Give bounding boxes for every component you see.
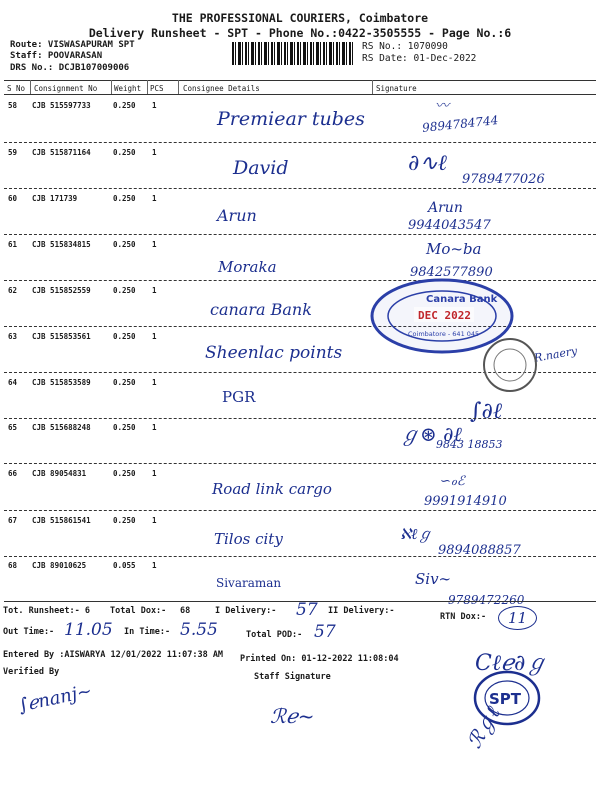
total-dox-label: Total Dox:-	[110, 606, 167, 616]
row-sno: 64	[8, 378, 18, 387]
col-pcs: PCS	[150, 84, 164, 93]
row-pcs: 1	[152, 516, 157, 525]
row-consignment: CJB 515688248	[32, 423, 91, 432]
route-text: Route: VISWASAPURAM SPT	[10, 40, 135, 50]
company-title: THE PROFESSIONAL COURIERS, Coimbatore	[171, 11, 429, 25]
row-consignment: CJB 515853561	[32, 332, 91, 341]
row-consignee: Sheenlac points	[205, 343, 343, 363]
col-weight: Weight	[114, 84, 142, 93]
signature-scrawl: ℊ⊛ ∂ℓ	[400, 422, 462, 446]
row-consignee: canara Bank	[210, 300, 312, 319]
row-sig-note: 9789477026	[462, 172, 545, 187]
staff-signature-label: Staff Signature	[254, 672, 331, 682]
row-consignee: Premiear tubes	[217, 108, 365, 130]
row-pcs: 1	[152, 561, 157, 570]
row-weight: 0.250	[113, 378, 136, 387]
row-pcs: 1	[152, 240, 157, 249]
rs-number: RS No.: 1070090	[362, 41, 448, 52]
row-pcs: 1	[152, 469, 157, 478]
row-consignee: Road link cargo	[212, 480, 332, 498]
row-weight: 0.250	[113, 516, 136, 525]
row-consignment: CJB 515834815	[32, 240, 91, 249]
small-round-stamp-icon	[481, 336, 539, 394]
row-pcs: 1	[152, 148, 157, 157]
verified-by-label: Verified By	[3, 667, 60, 677]
row-pcs: 1	[152, 286, 157, 295]
vertical-signature-scrawl: ℛℊℓ	[461, 702, 505, 753]
rtn-dox-label: RTN Dox:-	[440, 612, 487, 622]
row-consignee: PGR	[222, 388, 256, 406]
row-sig-note: R.naery	[533, 344, 579, 365]
row-weight: 0.055	[113, 561, 136, 570]
row-weight: 0.250	[113, 194, 136, 203]
signature-scrawl: ℵℓℊ	[400, 525, 433, 543]
signature-scrawl: ∂∿ℓ	[408, 151, 447, 176]
row-sno: 59	[8, 148, 18, 157]
row-sig-note: 9843 18853	[436, 438, 503, 451]
row-weight: 0.250	[113, 148, 136, 157]
row-sno: 68	[8, 561, 18, 570]
rtn-dox-value: 11	[498, 606, 537, 630]
col-consignee: Consignee Details	[183, 84, 260, 93]
row-sno: 66	[8, 469, 18, 478]
row-sig-note: 9894088857	[438, 543, 521, 558]
signature-scrawl: 〰	[435, 98, 449, 114]
entered-by: Entered By :AISWARYA 12/01/2022 11:07:38 AM	[3, 650, 224, 660]
row-consignment: CJB 515852559	[32, 286, 91, 295]
row-sno: 65	[8, 423, 18, 432]
row-sig-note: 9944043547	[408, 218, 491, 233]
printed-on: Printed On: 01-12-2022 11:08:04	[240, 654, 399, 664]
row-pcs: 1	[152, 423, 157, 432]
row-weight: 0.250	[113, 286, 136, 295]
verifier-signature: ∫ℯnanj~	[16, 680, 94, 717]
signature-scrawl: ∽ℴℰ	[440, 474, 465, 489]
row-consignment: CJB 171739	[32, 194, 78, 203]
delivery2-label: II Delivery:-	[328, 606, 395, 616]
row-sno: 62	[8, 286, 18, 295]
signature-scrawl: Mo~ba	[426, 240, 482, 258]
row-sig-note: 9842577890	[410, 265, 493, 280]
col-signature: Signature	[376, 84, 417, 93]
row-sig-note: 9894784744	[421, 113, 499, 135]
row-sno: 67	[8, 516, 18, 525]
staff-signature-scrawl: ℛℯ~	[270, 704, 315, 728]
row-pcs: 1	[152, 101, 157, 110]
row-consignee: Moraka	[218, 258, 277, 276]
row-weight: 0.250	[113, 101, 136, 110]
row-sig-note: 9789472260	[448, 593, 525, 607]
total-pod-label: Total POD:-	[246, 630, 303, 640]
row-consignment: CJB 515597733	[32, 101, 91, 110]
stamp-date: DEC 2022	[418, 309, 471, 322]
delivery1-value: 57	[296, 600, 318, 620]
row-sno: 63	[8, 332, 18, 341]
row-consignee: Arun	[217, 206, 257, 225]
row-consignee: Tilos city	[214, 530, 283, 548]
row-weight: 0.250	[113, 469, 136, 478]
table-top-rule	[4, 80, 596, 81]
stamp-city: Coimbatore - 641 045	[408, 330, 480, 338]
total-runsheet: Tot. Runsheet:- 6	[3, 606, 90, 616]
staff-text: Staff: POOVARASAN	[10, 51, 103, 61]
row-consignee: Sivaraman	[216, 576, 282, 590]
runsheet-subtitle: Delivery Runsheet - SPT - Phone No.:0422-3505555 - Page No.:6	[88, 26, 512, 40]
row-sno: 58	[8, 101, 18, 110]
stamp-bank-name: Canara Bank	[426, 294, 498, 305]
row-sno: 61	[8, 240, 18, 249]
row-pcs: 1	[152, 194, 157, 203]
row-pcs: 1	[152, 378, 157, 387]
in-time-value: 5.55	[180, 620, 218, 640]
out-time-value: 11.05	[64, 620, 113, 640]
row-consignment: CJB 515871164	[32, 148, 91, 157]
out-time-label: Out Time:-	[3, 627, 55, 637]
row-consignment: CJB 89010625	[32, 561, 87, 570]
row-consignment: CJB 515853589	[32, 378, 91, 387]
spt-stamp-text: SPT	[489, 690, 522, 708]
in-time-label: In Time:-	[124, 627, 171, 637]
row-consignee: David	[233, 157, 289, 179]
row-weight: 0.250	[113, 240, 136, 249]
row-consignment: CJB 89054831	[32, 469, 87, 478]
col-sno: S No	[7, 84, 26, 93]
row-sig-note: 9991914910	[424, 494, 507, 509]
row-pcs: 1	[152, 332, 157, 341]
signature-scrawl: Siv∼	[415, 570, 452, 588]
rs-date: RS Date: 01-Dec-2022	[362, 53, 477, 64]
drs-number: DRS No.: DCJB107009006	[10, 63, 130, 73]
table-header-rule	[4, 94, 596, 95]
barcode	[232, 42, 354, 65]
row-weight: 0.250	[113, 423, 136, 432]
total-pod-value: 57	[314, 622, 336, 642]
row-weight: 0.250	[113, 332, 136, 341]
signature-scrawl: ∫∂ℓ	[470, 399, 503, 424]
total-dox-value: 68	[180, 606, 191, 616]
delivery1-label: I Delivery:-	[215, 606, 277, 616]
row-consignment: CJB 515861541	[32, 516, 91, 525]
row-sno: 60	[8, 194, 18, 203]
col-consignment: Consignment No	[34, 84, 98, 93]
receiver-signature-scrawl: Cℓℯ∂ℊ	[475, 651, 548, 676]
signature-scrawl: Arun	[428, 200, 463, 216]
